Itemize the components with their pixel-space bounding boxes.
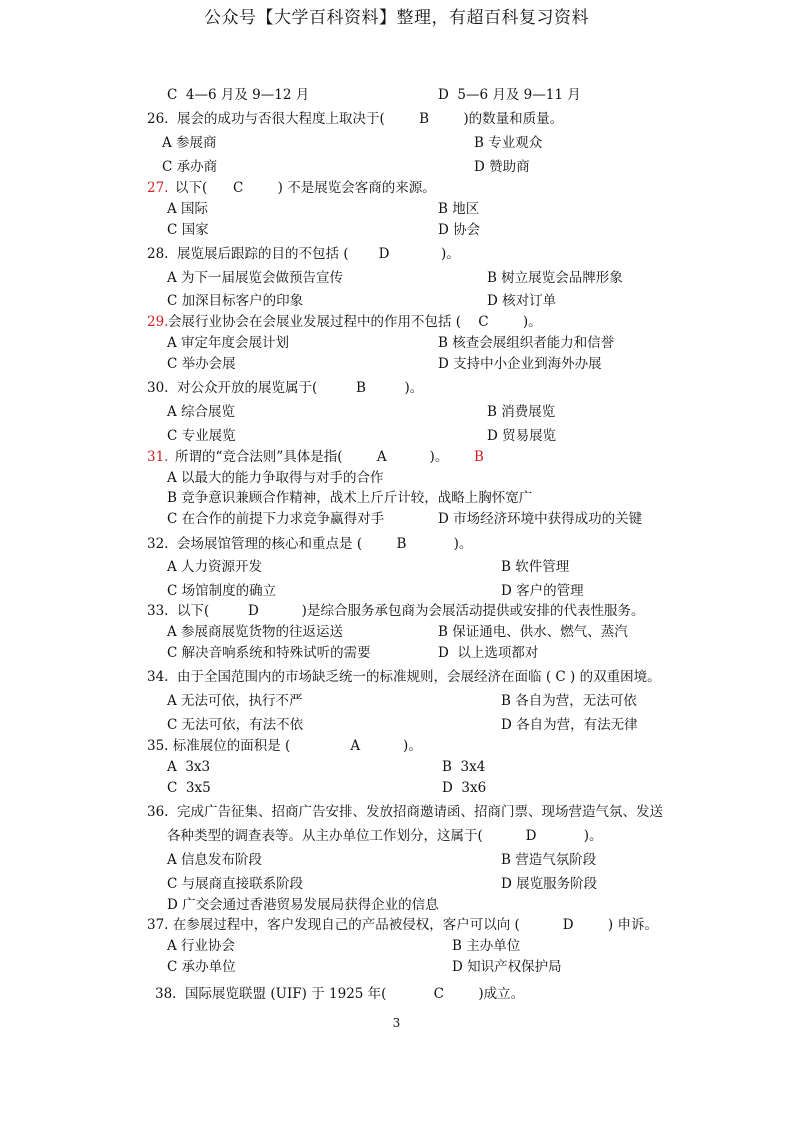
question-29: 会展行业协会在会展业发展过程中的作用不包括 ( C )。: [168, 314, 542, 330]
q27-option-a: A 国际: [167, 201, 209, 217]
q34-option-a: A 无法可依，执行不严: [167, 693, 303, 709]
q33-option-a: A 参展商展览货物的往返运送: [167, 624, 344, 640]
q32-option-b: B 软件管理: [501, 559, 570, 575]
q31-option-a: A 以最大的能力争取得与对手的合作: [167, 470, 384, 486]
question-37: 37. 在参展过程中，客户发现自己的产品被侵权，客户可以向 ( D ) 申诉。: [147, 917, 658, 933]
q29-option-b: B 核查会展组织者能力和信誉: [438, 335, 615, 351]
q35-option-a: A 3x3: [167, 759, 211, 775]
question-27: 以下( C ) 不是展览会客商的来源。: [175, 180, 436, 196]
q37-option-b: B 主办单位: [452, 938, 521, 954]
question-26: 26. 展会的成功与否很大程度上取决于( B )的数量和质量。: [147, 111, 564, 127]
q25-option-c: C 4—6 月及 9—12 月: [167, 87, 310, 103]
question-34: 34. 由于全国范围内的市场缺乏统一的标准规则，会展经济在面临 ( C ) 的双重困境。: [147, 669, 661, 685]
page-header: 公众号【大学百科资料】整理，有超百科复习资料: [204, 8, 589, 28]
q28-option-b: B 树立展览会品牌形象: [487, 270, 623, 286]
q28-option-a: A 为下一届展览会做预告宣传: [167, 270, 344, 286]
q28-option-c: C 加深目标客户的印象: [167, 293, 304, 309]
q29-option-c: C 举办会展: [167, 356, 236, 372]
q28-option-d: D 核对订单: [487, 293, 557, 309]
q37-option-a: A 行业协会: [167, 938, 236, 954]
q35-option-d: D 3x6: [442, 780, 487, 796]
q31-option-d: D 市场经济环境中获得成功的关键: [438, 511, 643, 527]
q30-option-c: C 专业展览: [167, 428, 236, 444]
q26-option-a: A 参展商: [162, 135, 217, 151]
q30-option-a: A 综合展览: [167, 404, 236, 420]
q31-option-b: B 竞争意识兼顾合作精神，战术上斤斤计较，战略上胸怀宽广: [167, 490, 533, 506]
question-38: 38. 国际展览联盟 (UIF) 于 1925 年( C )成立。: [155, 986, 525, 1002]
q34-option-b: B 各自为营，无法可依: [501, 693, 637, 709]
question-33: 33. 以下( D )是综合服务承包商为会展活动提供或安排的代表性服务。: [147, 603, 645, 619]
q33-option-d: D 以上选项都对: [438, 645, 539, 661]
q32-option-d: D 客户的管理: [501, 583, 584, 599]
q30-option-d: D 贸易展览: [487, 428, 557, 444]
q26-option-d: D 赞助商: [474, 159, 530, 175]
q36-extra-note: D 广交会通过香港贸易发展局获得企业的信息: [167, 897, 439, 913]
q34-option-d: D 各自为营，有法无律: [501, 717, 638, 733]
q27-option-c: C 国家: [167, 222, 209, 238]
q29-option-d: D 支持中小企业到海外办展: [438, 356, 602, 372]
q35-option-b: B 3x4: [442, 759, 486, 775]
q34-option-c: C 无法可依，有法不依: [167, 717, 304, 733]
question-31-red-answer: B: [474, 449, 484, 465]
q32-option-a: A 人力资源开发: [167, 559, 263, 575]
q27-option-b: B 地区: [438, 201, 480, 217]
question-35: 35. 标准展位的面积是 ( A )。: [147, 738, 422, 754]
q26-option-b: B 专业观众: [474, 135, 543, 151]
question-27-number: 27.: [147, 180, 169, 196]
q36-option-c: C 与展商直接联系阶段: [167, 876, 304, 892]
q37-option-c: C 承办单位: [167, 959, 236, 975]
q29-option-a: A 审定年度会展计划: [167, 335, 290, 351]
q25-option-d: D 5—6 月及 9—11 月: [438, 87, 581, 103]
q37-option-d: D 知识产权保护局: [452, 959, 562, 975]
q36-option-a: A 信息发布阶段: [167, 852, 263, 868]
q33-option-b: B 保证通电、供水、燃气、蒸汽: [438, 624, 628, 640]
question-36: 36. 完成广告征集、招商广告安排、发放招商邀请函、招商门票、现场营造气氛、发送: [147, 804, 664, 820]
page-number: 3: [392, 1016, 401, 1030]
question-29-number: 29.: [147, 314, 169, 330]
question-36-continued: 各种类型的调查表等。从主办单位工作划分，这属于( D )。: [167, 828, 603, 844]
q30-option-b: B 消费展览: [487, 404, 556, 420]
q33-option-c: C 解决音响系统和特殊试听的需要: [167, 645, 371, 661]
question-31-number: 31.: [147, 449, 169, 465]
q36-option-b: B 营造气氛阶段: [501, 852, 597, 868]
question-30: 30. 对公众开放的展览属于( B )。: [147, 380, 424, 396]
q35-option-c: C 3x5: [167, 780, 211, 796]
q36-option-d: D 展览服务阶段: [501, 876, 598, 892]
question-32: 32. 会场展馆管理的核心和重点是 ( B )。: [147, 536, 473, 552]
question-31: 所谓的“竞合法则”具体是指( A )。: [175, 449, 449, 465]
question-28: 28. 展览展后跟踪的目的不包括 ( D )。: [147, 246, 460, 262]
q27-option-d: D 协会: [438, 222, 481, 238]
q26-option-c: C 承办商: [162, 159, 218, 175]
q31-option-c: C 在合作的前提下力求竞争赢得对手: [167, 511, 385, 527]
q32-option-c: C 场馆制度的确立: [167, 583, 277, 599]
